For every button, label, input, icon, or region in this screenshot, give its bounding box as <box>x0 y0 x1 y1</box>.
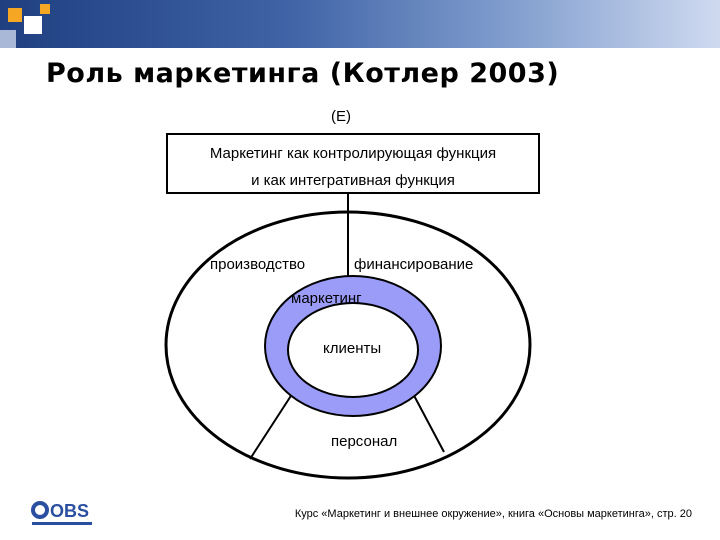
label-marketing: маркетинг <box>291 290 362 307</box>
divider-bottom-left <box>250 388 296 459</box>
label-customers: клиенты <box>323 340 382 357</box>
obs-logo <box>30 497 96 529</box>
logo-text: OBS <box>50 501 90 521</box>
label-personnel: персонал <box>331 433 398 450</box>
function-box-line2: и как интегративная функция <box>251 172 455 189</box>
footer-citation: Курс «Маркетинг и внешнее окружение», книга «Основы маркетинга», стр. 20 <box>294 508 692 520</box>
function-box-line1: Маркетинг как контролирующая функция <box>209 145 497 162</box>
subtitle-label: (E) <box>331 108 351 125</box>
slide-title: Роль маркетинга (Котлер 2003) <box>46 58 560 89</box>
label-production: производство <box>210 256 306 273</box>
divider-bottom-right <box>410 388 444 452</box>
function-box <box>166 133 540 194</box>
label-finance: финансирование <box>354 256 474 273</box>
